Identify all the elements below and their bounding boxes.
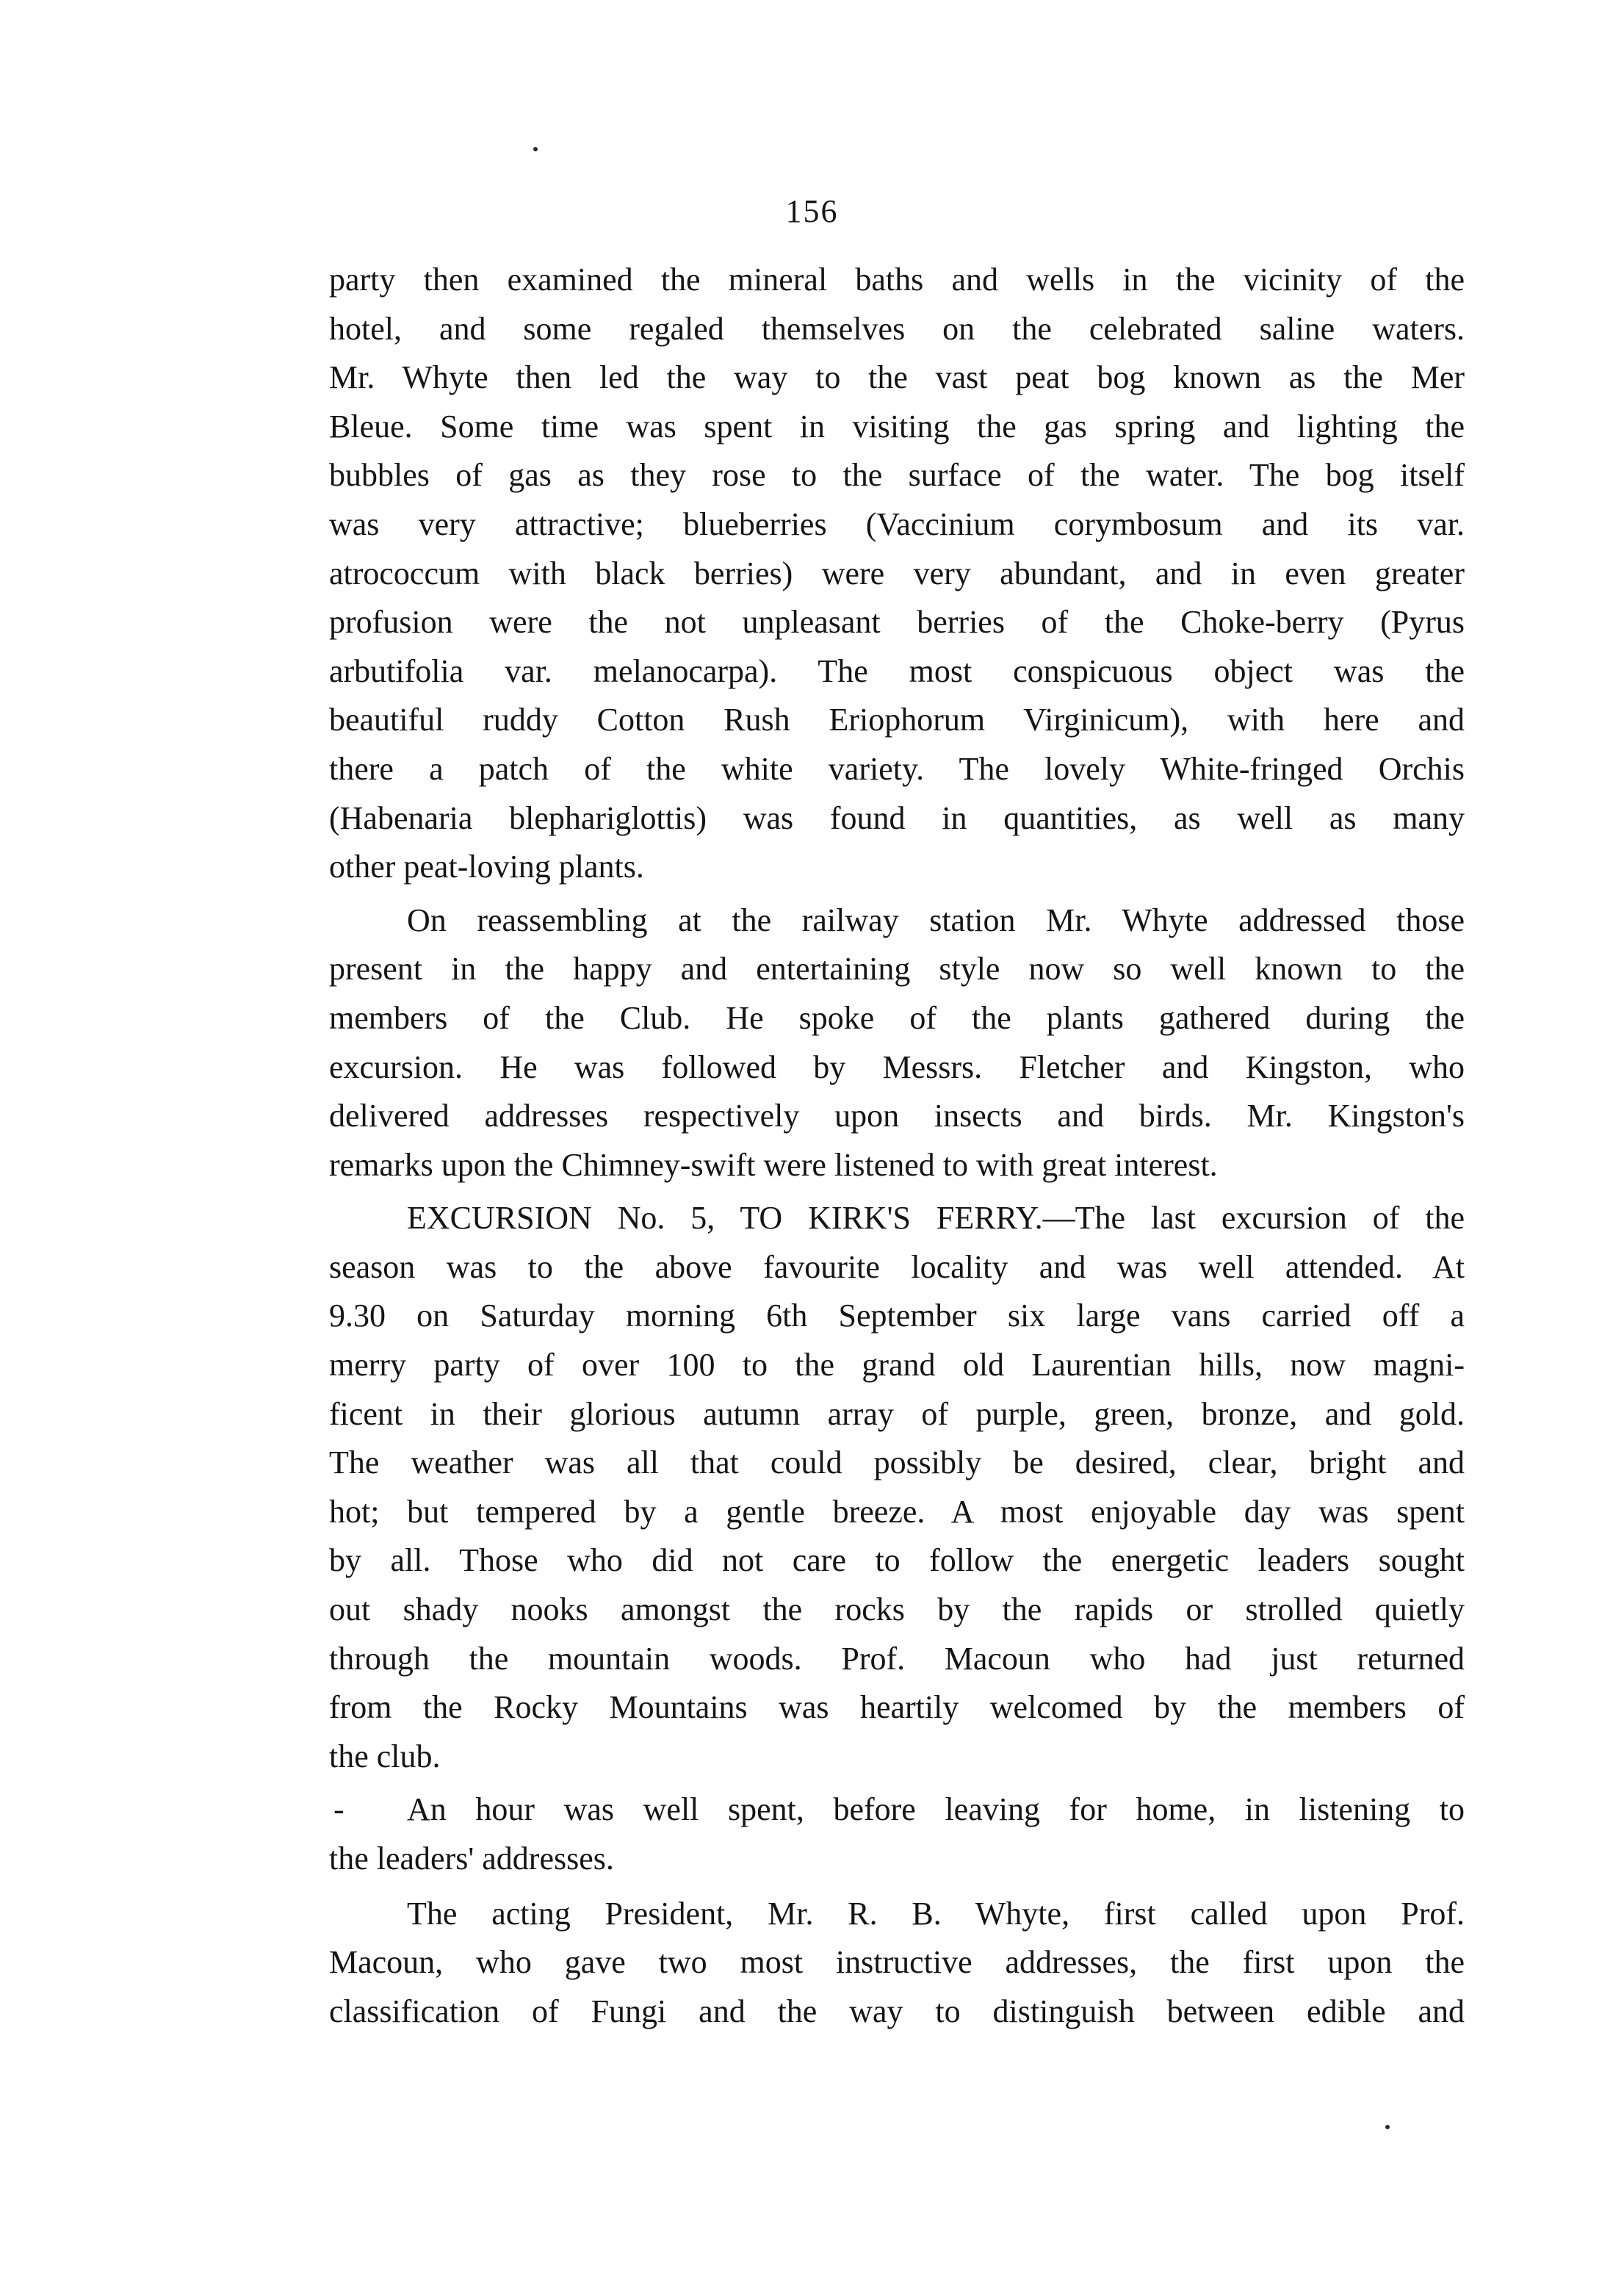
text-line: remarks upon the Chimney-swift were listened to with great interest. xyxy=(329,1146,1218,1183)
paragraph-3 xyxy=(329,1194,1465,1781)
speck-mark xyxy=(533,147,538,151)
text-line: there a patch of the white variety. The lovely White-fringed Orchis xyxy=(329,750,1465,787)
text-line: the club. xyxy=(329,1738,441,1774)
text-line: beautiful ruddy Cotton Rush Eriophorum Virginicum), with here and xyxy=(329,702,1465,738)
text-line: bubbles of gas as they rose to the surface of the water. The bog itself xyxy=(329,457,1465,494)
text-line: season was to the above favourite locality and was well attended. At xyxy=(329,1248,1465,1285)
text-line xyxy=(329,1785,1465,1835)
text-line: was very attractive; blueberries (Vaccinium corymbosum and its var. xyxy=(329,505,1465,542)
text-line: hot; but tempered by a gentle breeze. A most enjoyable day was spent xyxy=(329,1493,1465,1530)
text-line: ficent in their glorious autumn array of purple, green, bronze, and gold. xyxy=(329,1395,1465,1432)
paragraph-5 xyxy=(329,1890,1465,2037)
text-line: Mr. Whyte then led the way to the vast peat bog known as the Mer xyxy=(329,359,1465,396)
paragraph-2 xyxy=(329,896,1465,1190)
body-text xyxy=(329,256,1465,2036)
text-line: Bleue. Some time was spent in visiting the gas spring and lighting the xyxy=(329,408,1465,445)
text-line-content: An hour was well spent, before leaving for home, in listening to xyxy=(407,1791,1465,1828)
text-line: by all. Those who did not care to follow the energetic leaders sought xyxy=(329,1542,1465,1579)
text-line: other peat-loving plants. xyxy=(329,849,644,885)
page-number: 156 xyxy=(785,193,839,229)
text-line: present in the happy and entertaining style now so well known to the xyxy=(329,951,1465,987)
text-line: EXCURSION No. 5, TO KIRK'S FERRY.—The last excursion of the xyxy=(407,1200,1465,1237)
text-line: through the mountain woods. Prof. Macoun who had just returned xyxy=(329,1640,1465,1677)
text-line: Macoun, who gave two most instructive addresses, the first upon the xyxy=(329,1944,1465,1981)
text-line: (Habenaria blephariglottis) was found in quantities, as well as many xyxy=(329,799,1465,836)
text-line: the leaders' addresses. xyxy=(329,1841,614,1877)
text-line: excursion. He was followed by Messrs. Fletcher and Kingston, who xyxy=(329,1048,1465,1085)
text-line: atrococcum with black berries) were very abundant, and in even greater xyxy=(329,555,1465,591)
text-line: members of the Club. He spoke of the plants gathered during the xyxy=(329,999,1465,1036)
text-line: The weather was all that could possibly be desired, clear, bright and xyxy=(329,1444,1465,1481)
text-line: arbutifolia var. melanocarpa). The most conspicuous object was the xyxy=(329,652,1465,689)
text-line: The acting President, Mr. R. B. Whyte, first called upon Prof. xyxy=(407,1895,1465,1932)
text-line: profusion were the not unpleasant berries of the Choke-berry (Pyrus xyxy=(329,604,1465,641)
text-line: hotel, and some regaled themselves on the celebrated saline waters. xyxy=(329,310,1465,347)
text-line: 9.30 on Saturday morning 6th September six large vans carried off a xyxy=(329,1298,1465,1334)
text-line: merry party of over 100 to the grand old Laurentian hills, now magni- xyxy=(329,1347,1465,1384)
text-line: out shady nooks amongst the rocks by the rapids or strolled quietly xyxy=(329,1591,1465,1628)
stray-dash-mark: - xyxy=(333,1791,344,1828)
text-line: party then examined the mineral baths and wells in the vicinity of the xyxy=(329,262,1465,298)
text-line: classification of Fungi and the way to distinguish between edible and xyxy=(329,1993,1465,2029)
text-line: from the Rocky Mountains was heartily welcomed by the members of xyxy=(329,1689,1465,1726)
speck-mark xyxy=(1385,2125,1390,2129)
paragraph-1 xyxy=(329,256,1465,892)
text-line: On reassembling at the railway station Mr. Whyte addressed those xyxy=(407,902,1465,938)
paragraph-4 xyxy=(329,1785,1465,1883)
text-line: delivered addresses respectively upon insects and birds. Mr. Kingston's xyxy=(329,1098,1465,1134)
